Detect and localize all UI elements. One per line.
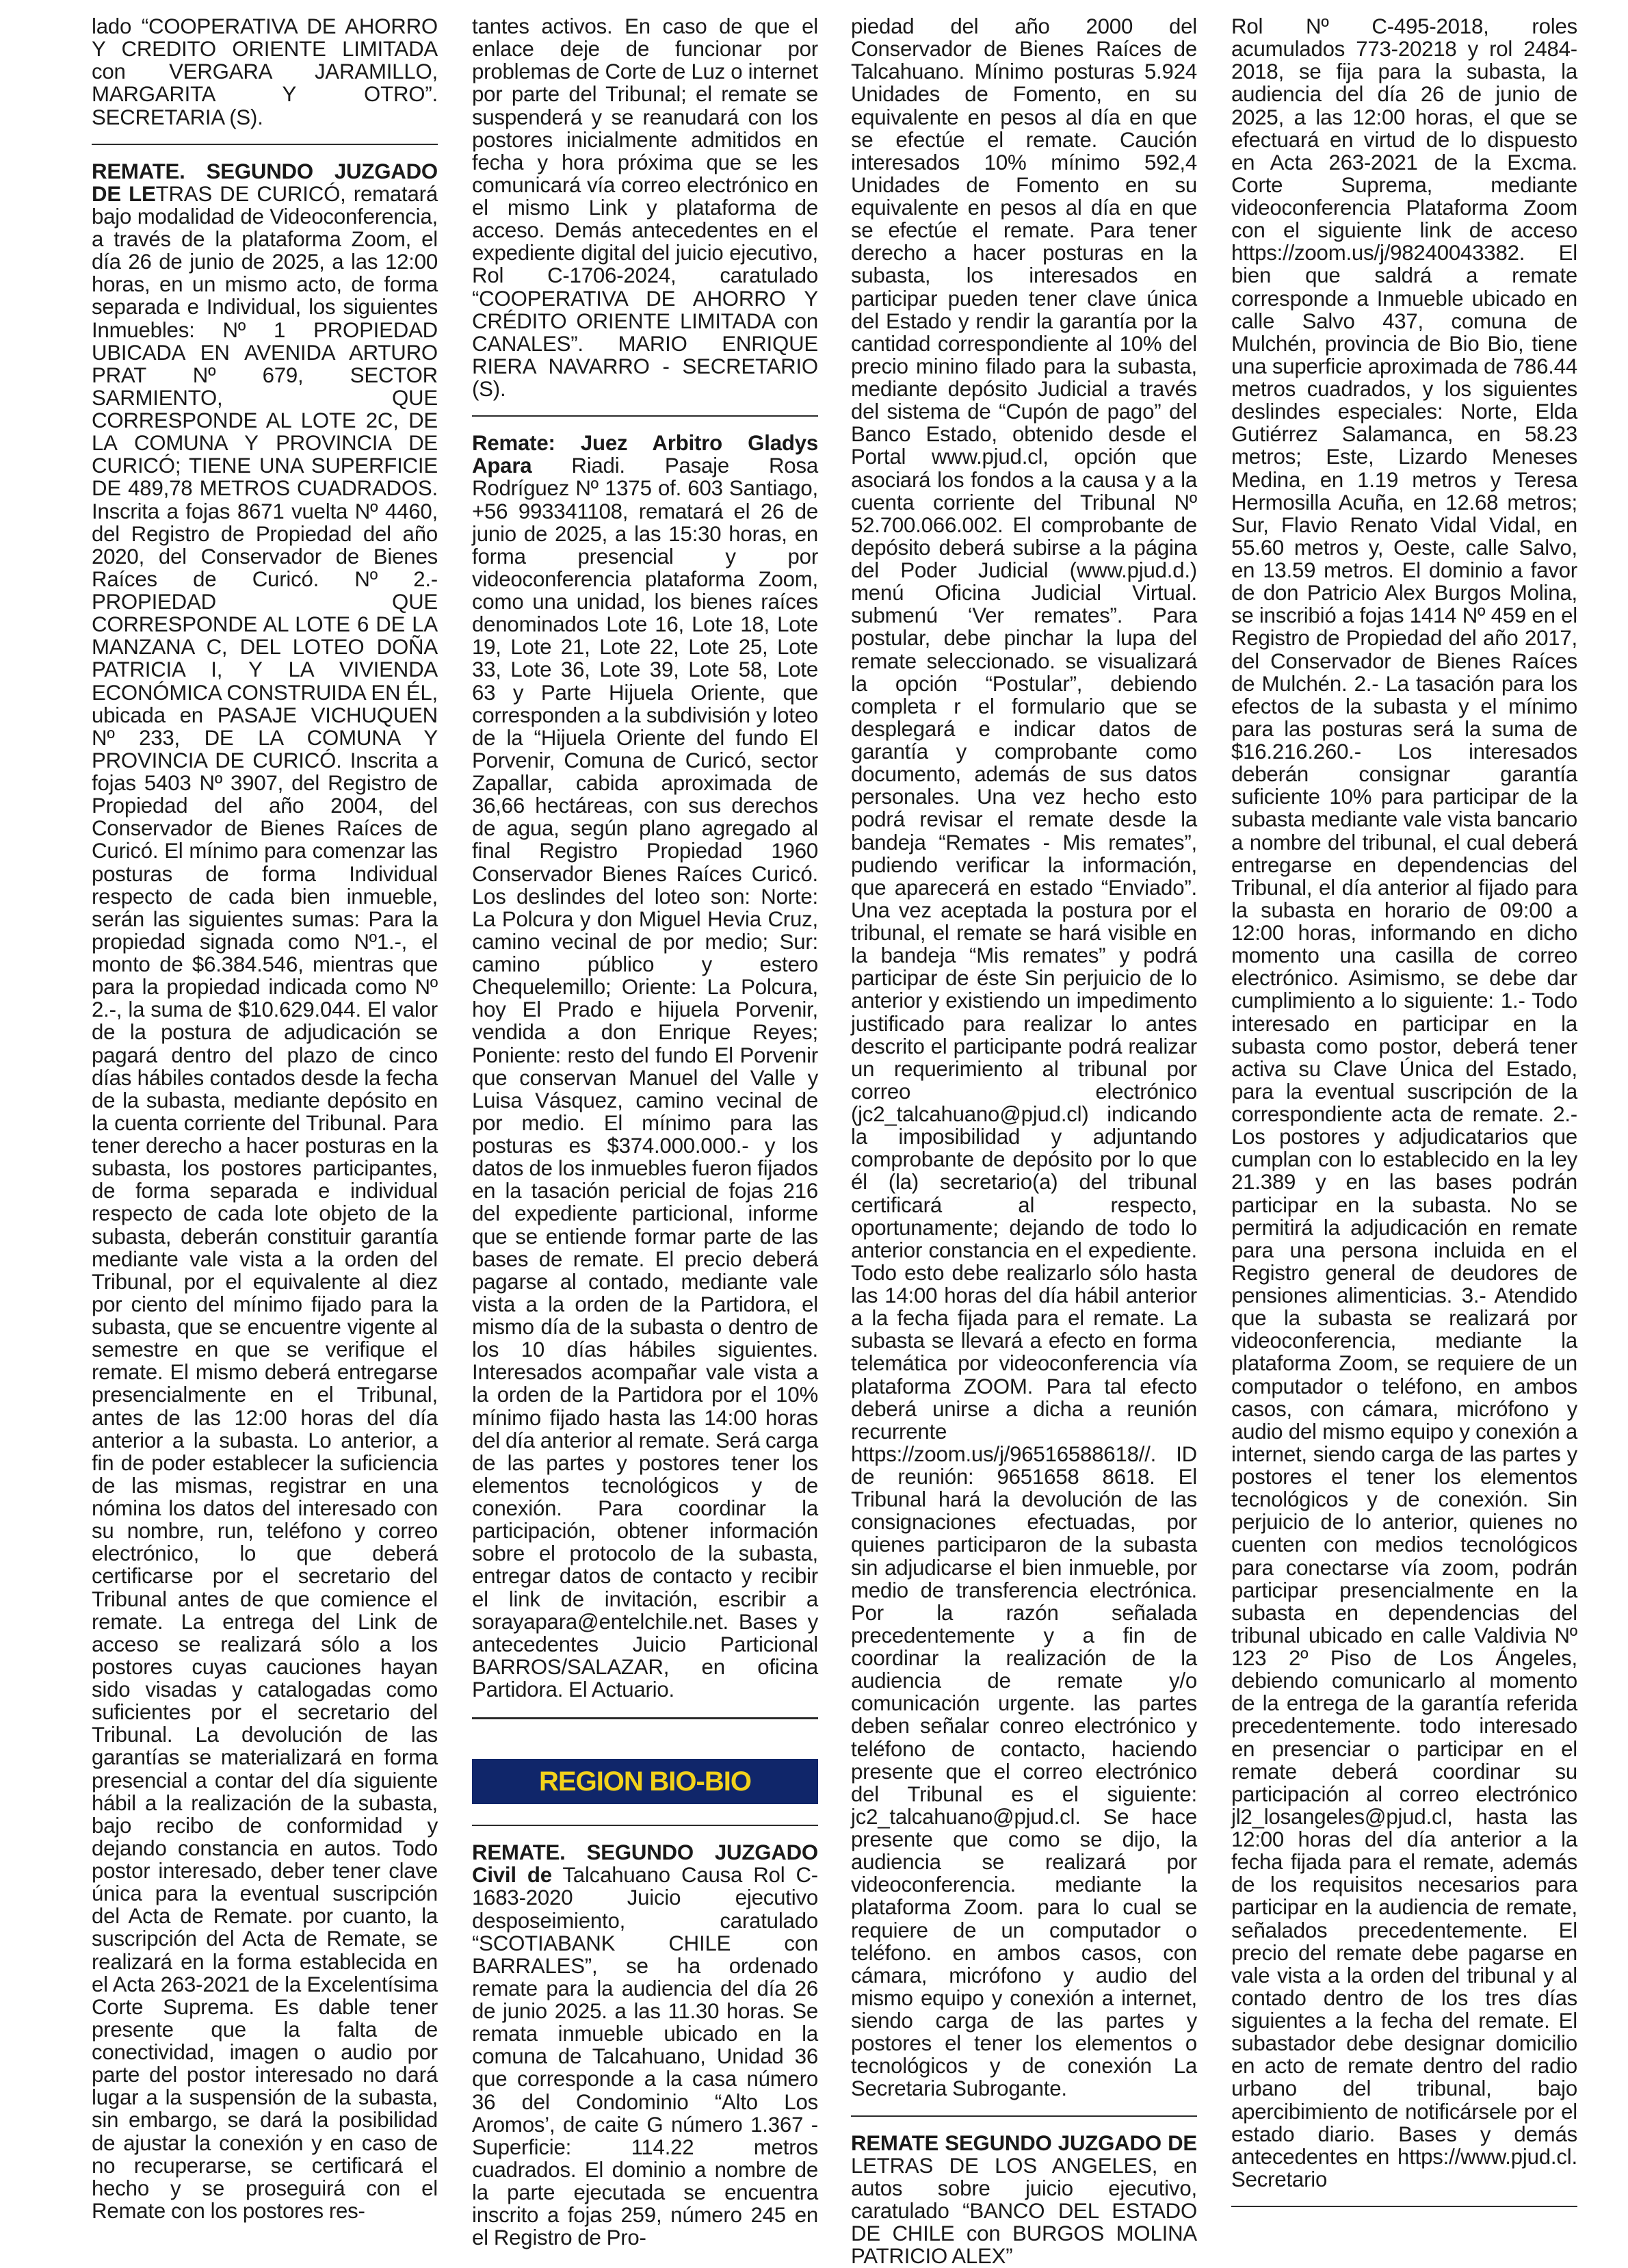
notice-curico-2nd-court xyxy=(92,160,438,2222)
notice-talcahuano xyxy=(472,1841,818,2249)
separator-rule xyxy=(472,1825,818,1826)
column-2 xyxy=(472,15,818,2249)
notice-continuation xyxy=(472,15,818,400)
notice-heading: REMATE. SEGUNDO JUZGADO DE LE xyxy=(92,159,438,206)
notice-juez-arbitro xyxy=(472,432,818,1701)
notice-body: LETRAS DE LOS ANGELES, en autos sobre juicio ejecutivo, caratulado “BANCO DEL ESTADO DE CHILE con BURGOS MOLINA PATRICIO ALEX” xyxy=(851,2153,1197,2268)
separator-rule xyxy=(472,415,818,417)
notice-los-angeles xyxy=(851,2132,1197,2268)
notice-heading: REMATE. SEGUNDO JUZGADO Civil de xyxy=(472,1840,818,1888)
separator-rule xyxy=(851,2115,1197,2117)
notice-body: piedad del año 2000 del Conservador de Bienes Raíces de Talcahuano. Mínimo posturas 5.924 Unidades de Fomento, en su equivalente en pesos al día en que se efectúe el remate. Caución interesados 10% mínimo 592,4 Unidades de Fomento en su equivalente en pesos al día en que se efectúe el remate. Para tener derecho a hacer posturas en la subasta, los interesados en participar pueden tener clave única del Estado y rendir la garantía por la cantidad correspondiente al 10% del precio minino filado para la subasta, mediante depósito Judicial a través del sistema de “Cupón de pago” del Banco Estado, obtenido desde el Portal www.pjud.cl, opción que asociará los fondos a la causa y a la cuenta corriente del Tribunal Nº 52.700.066.002. El comprobante de depósito deberá subirse a la página del Poder Judicial (www.pjud.d.) menú Oficina Judicial Virtual. submenú ‘Ver remates”. Para postular, debe pinchar la lupa del remate seleccionado. se visualizará la opción “Postular”, debiendo completa r el formulario que se desplegará e indicar datos de garantía y comprobante como documento, además de sus datos personales. Una vez hecho esto podrá revisar el remate desde la bandeja “Remates - Mis remates”, pudiendo verificar la información, que aparecerá en estado “Enviado”. Una vez aceptada la postura por el tribunal, el remate se hará visible en la bandeja “Mis remates” y podrá participar de éste Sin perjuicio de lo anterior y existiendo un impedimento justificado para realizar lo antes descrito el participante podrá realizar un requerimiento al tribunal por correo electrónico (jc2_talcahuano@pjud.cl) indicando la imposibilidad y adjuntando comprobante de depósito por lo que él (la) secretario(a) del tribunal certificará al respecto, oportunamente; dejando de todo lo anterior constancia en el expediente. Todo esto debe realizarlo sólo hasta las 14:00 horas del día hábil anterior a la fecha fijada para el remate. La subasta se llevará a efecto en forma telemática por videoconferencia vía plataforma ZOOM. Para tal efecto deberá unirse a dicha a reunión recurrente https://zoom.us/j/96516588618//. ID de reunión: 9651658 8618. El Tribunal hará la devolución de las consignaciones efectuadas, por quienes participaron de la subasta sin adjudicarse el bien inmueble, por medio de transferencia electrónica. Por la razón señalada precedentemente y a fin de coordinar la realización de la audiencia de remate y/o comunicación urgente. las partes deben señalar conreo electrónico y teléfono de contacto, haciendo presente que el correo electrónico del Tribunal es el siguiente: jc2_talcahuano@pjud.cl. Se hace presente que como se dijo, la audiencia se realizará por videoconferencia. mediante la plataforma Zoom. para lo cual se requiere de un computador o teléfono. en ambos casos, con cámara, micrófono y audio del mismo equipo y conexión a internet, siendo carga de las partes y postores el tener los elementos o tecnológicos y de conexión La Secretaria Subrogante. xyxy=(851,14,1197,2101)
separator-rule xyxy=(1231,2206,1577,2207)
notice-body: lado “COOPERATIVA DE AHORRO Y CREDITO ORIENTE LIMITADA con VERGARA JARAMILLO, MARGARITA Y OTRO”. SECRETARIA (S). xyxy=(92,14,438,129)
notice-continuation xyxy=(1231,15,1577,2191)
notice-heading: Remate: Juez Arbitro Gladys Apara xyxy=(472,431,818,478)
notice-continuation xyxy=(851,15,1197,2100)
region-banner: REGION BIO-BIO xyxy=(472,1759,818,1804)
notice-body: TRAS DE CURICÓ, rematará bajo modalidad de Videoconferencia, a través de la plataforma Zoom, el día 26 de junio de 2025, a las 12:00 horas, en un mismo acto, de forma separada e Individual, los siguientes Inmuebles: Nº 1 PROPIEDAD UBICADA EN AVENIDA ARTURO PRAT Nº 679, SECTOR SARMIENTO, QUE CORRESPONDE AL LOTE 2C, DE LA COMUNA Y PROVINCIA DE CURICÓ; TIENE UNA SUPERFICIE DE 489,78 METROS CUADRADOS. Inscrita a fojas 8671 vuelta Nº 4460, del Registro de Propiedad del año 2020, del Conservador de Bienes Raíces de Curicó. Nº 2.- PROPIEDAD QUE CORRESPONDE AL LOTE 6 DE LA MANZANA C, DEL LOTEO DOÑA PATRICIA I, Y LA VIVIENDA ECONÓMICA CONSTRUIDA EN ÉL, ubicada en PASAJE VICHUQUEN Nº 233, DE LA COMUNA Y PROVINCIA DE CURICÓ. Inscrita a fojas 5403 Nº 3907, del Registro de Propiedad del año 2004, del Conservador de Bienes Raíces de Curicó. El mínimo para comenzar las posturas de forma Individual respecto de cada bien inmueble, serán las siguientes sumas: Para la propiedad signada como Nº1.-, el monto de $6.384.546, mientras que para la propiedad indicada como Nº 2.-, la suma de $10.629.044. El valor de la postura de adjudicación se pagará dentro del plazo de cinco días hábiles contados desde la fecha de la subasta, mediante depósito en la cuenta corriente del Tribunal. Para tener derecho a hacer posturas en la subasta, los postores participantes, de forma separada e individual respecto de cada lote objeto de la subasta, deberán constituir garantía mediante vale vista a la orden del Tribunal, por el equivalente al diez por ciento del mínimo fijado para la subasta, que se encuentre vigente al semestre en que se verifique el remate. El mismo deberá entregarse presencialmente en el Tribunal, antes de las 12:00 horas del día anterior a la subasta. Lo anterior, a fin de poder establecer la suficiencia de las mismas, registrar en una nómina los datos del interesado con su nombre, run, teléfono y correo electrónico, lo que deberá certificarse por el secretario del Tribunal antes de que comience el remate. La entrega del Link de acceso se realizará sólo a los postores cuyas cauciones hayan sido visadas y catalogadas como suficientes por el secretario del Tribunal. La devolución de las garantías se materializará en forma presencial a contar del día siguiente hábil a la realización de la subasta, bajo recibo de conformidad y dejando constancia en autos. Todo postor interesado, deber tener clave única para la eventual suscripción del Acta de Remate. por cuanto, la suscripción del Acta de Remate, se realizará en la forma establecida en el Acta 263-2021 de la Excelentísima Corte Suprema. Es dable tener presente que la falta de conectividad, imagen o audio por parte del postor interesado no dará lugar a la suspensión de la subasta, sin embargo, se dará la posibilidad de ajustar la conexión y en caso de no recuperarse, se certificará el hecho y se proseguirá con el Remate con los postores res- xyxy=(92,181,438,2223)
column-3 xyxy=(851,15,1197,2267)
region-banner-wrap xyxy=(472,1717,818,1804)
column-4 xyxy=(1231,15,1577,2222)
notice-heading: REMATE SEGUNDO JUZGADO DE xyxy=(851,2130,1197,2155)
column-1 xyxy=(92,15,438,2222)
notice-body: Talcahuano Causa Rol C-1683-2020 Juicio ejecutivo desposeimiento, caratulado “SCOTIABANK CHILE con BARRALES”, se ha ordenado remate para la audiencia del día 26 de junio 2025. a las 11.30 horas. Se remata inmueble ubicado en la comuna de Talcahuano, Unidad 36 que corresponde a la casa número 36 del Condominio “Alto Los Aromos’, de caite G número 1.367 - Superficie: 114.22 metros cuadrados. El dominio a nombre de la parte ejecutada se encuentra inscrito a fojas 259, número 245 en el Registro de Pro- xyxy=(472,1863,818,2250)
notice-continuation xyxy=(92,15,438,129)
notice-body: Rol Nº C-495-2018, roles acumulados 773-20218 y rol 2484-2018, se fija para la subasta, la audiencia del día 26 de junio de 2025, a las 12:00 horas, el que se efectuará en virtud de lo dispuesto en Acta 263-2021 de la Excma. Corte Suprema, mediante videoconferencia Plataforma Zoom con el siguiente link de acceso https://zoom.us/j/98240043382. El bien que saldrá a remate corresponde a Inmueble ubicado en calle Salvo 437, comuna de Mulchén, provincia de Bio Bio, tiene una superficie aproximada de 786.44 metros cuadrados, y los siguientes deslindes especiales: Norte, Elda Gutiérrez Salamanca, en 58.23 metros; Este, Lizardo Meneses Medina, en 1.19 metros y Teresa Hermosilla Acuña, en 12.68 metros; Sur, Flavio Renato Vidal Vidal, en 55.60 metros y, Oeste, calle Salvo, en 13.59 metros. El dominio a favor de don Patricio Alex Burgos Molina, se inscribió a fojas 1414 Nº 459 en el Registro de Propiedad del año 2017, del Conservador de Bienes Raíces de Mulchén. 2.- La tasación para los efectos de la subasta y el mínimo para las posturas será la suma de $16.216.260.- Los interesados deberán consignar garantía suficiente 10% para participar de la subasta mediante vale vista bancario a nombre del tribunal, el cual deberá entregarse en dependencias del Tribunal, el día anterior al fijado para la subasta en horario de 09:00 a 12:00 horas, informando en dicho momento una casilla de correo electrónico. Asimismo, se debe dar cumplimiento a lo siguiente: 1.- Todo interesado en participar en la subasta como postor, deberá tener activa su Clave Única del Estado, para la eventual suscripción de la correspondiente acta de remate. 2.- Los postores y adjudicatarios que cumplan con lo establecido en la ley 21.389 y en las bases podrán participar en la subasta. No se permitirá la adjudicación en remate para una persona incluida en el Registro general de deudores de pensiones alimenticias. 3.- Atendido que la subasta se realizará por videoconferencia, mediante la plataforma Zoom, se requiere de un computador o teléfono, en ambos casos, con cámara, micrófono y audio del mismo equipo y conexión a internet, siendo carga de las partes y postores el tener los elementos tecnológicos y de conexión. Sin perjuicio de lo anterior, quienes no cuenten con medios tecnológicos para conectarse vía zoom, podrán participar presencialmente en la subasta en dependencias del tribunal ubicado en calle Valdivia Nº 123 2º Piso de Los Ángeles, debiendo comunicarlo al momento de la entrega de la garantía referida precedentemente. todo interesado en presenciar o participar en el remate deberá coordinar su participación al correo electrónico jl2_losangeles@pjud.cl, hasta las 12:00 horas del día anterior a la fecha fijada para el remate, además de los requisitos necesarios para participar en la audiencia de remate, señalados precedentemente. El precio del remate debe pagarse en vale vista a la orden del tribunal y al contado dentro de los tres días siguientes a la fecha del remate. El subastador debe designar domicilio en acto de remate dentro del radio urbano del tribunal, bajo apercibimiento de notificársele por el estado diario. Bases y demás antecedentes en https://www.pjud.cl. Secretario xyxy=(1231,14,1577,2191)
separator-rule xyxy=(92,144,438,145)
notice-body: Riadi. Pasaje Rosa Rodríguez Nº 1375 of. 603 Santiago, +56 993341108, rematará el 26 de junio de 2025, a las 15:30 horas, en forma presencial y por videoconferencia plataforma Zoom, como una unidad, los bienes raíces denominados Lote 16, Lote 18, Lote 19, Lote 21, Lote 22, Lote 25, Lote 33, Lote 36, Lote 39, Lote 58, Lote 63 y Parte Hijuela Oriente, que corresponden a la subdivisión y loteo de la “Hijuela Oriente del fundo El Porvenir, Comuna de Curicó, sector Zapallar, cabida aproximada de 36,66 hectáreas, con sus derechos de agua, según plano agregado al final Registro Propiedad 1960 Conservador Bienes Raíces Curicó. Los deslindes del loteo son: Norte: La Polcura y don Miguel Hevia Cruz, camino vecinal de por medio; Sur: camino público y estero Chequelemillo; Oriente: La Polcura, hoy El Prado e hijuela Porvenir, vendida a don Enrique Reyes; Poniente: resto del fundo El Porvenir que conservan Manuel del Valle y Luisa Vásquez, camino vecinal de por medio. El mínimo para las posturas es $374.000.000.- y los datos de los inmuebles fueron fijados en la tasación pericial de fojas 216 del expediente particional, informe que se entiende formar parte de las bases de remate. El precio deberá pagarse al contado, mediante vale vista a la orden de la Partidora, el mismo día de la subasta o dentro de los 10 días hábiles siguientes. Interesados acompañar vale vista a la orden de la Partidora por el 10% mínimo fijado hasta las 14:00 horas del día anterior al remate. Será carga de las partes y postores tener los elementos tecnológicos y de conexión. Para coordinar la participación, obtener información sobre el protocolo de la subasta, entregar datos de contacto y recibir el link de invitación, escribir a sorayapara@entelchile.net. Bases y antecedentes Juicio Particional BARROS/SALAZAR, en oficina Partidora. El Actuario. xyxy=(472,454,819,1702)
notice-body: tantes activos. En caso de que el enlace deje de funcionar por problemas de Corte de Luz o internet por parte del Tribunal; el remate se suspenderá y se reanudará con los postores inicialmente admitidos en fecha y hora próxima que se les comunicará vía correo electrónico en el mismo Link y plataforma de acceso. Demás antecedentes en el expediente digital del juicio ejecutivo, Rol C-1706-2024, caratulado “COOPERATIVA DE AHORRO Y CRÉDITO ORIENTE LIMITADA con CANALES”. MARIO ENRIQUE RIERA NAVARRO - SECRETARIO (S). xyxy=(472,14,818,401)
